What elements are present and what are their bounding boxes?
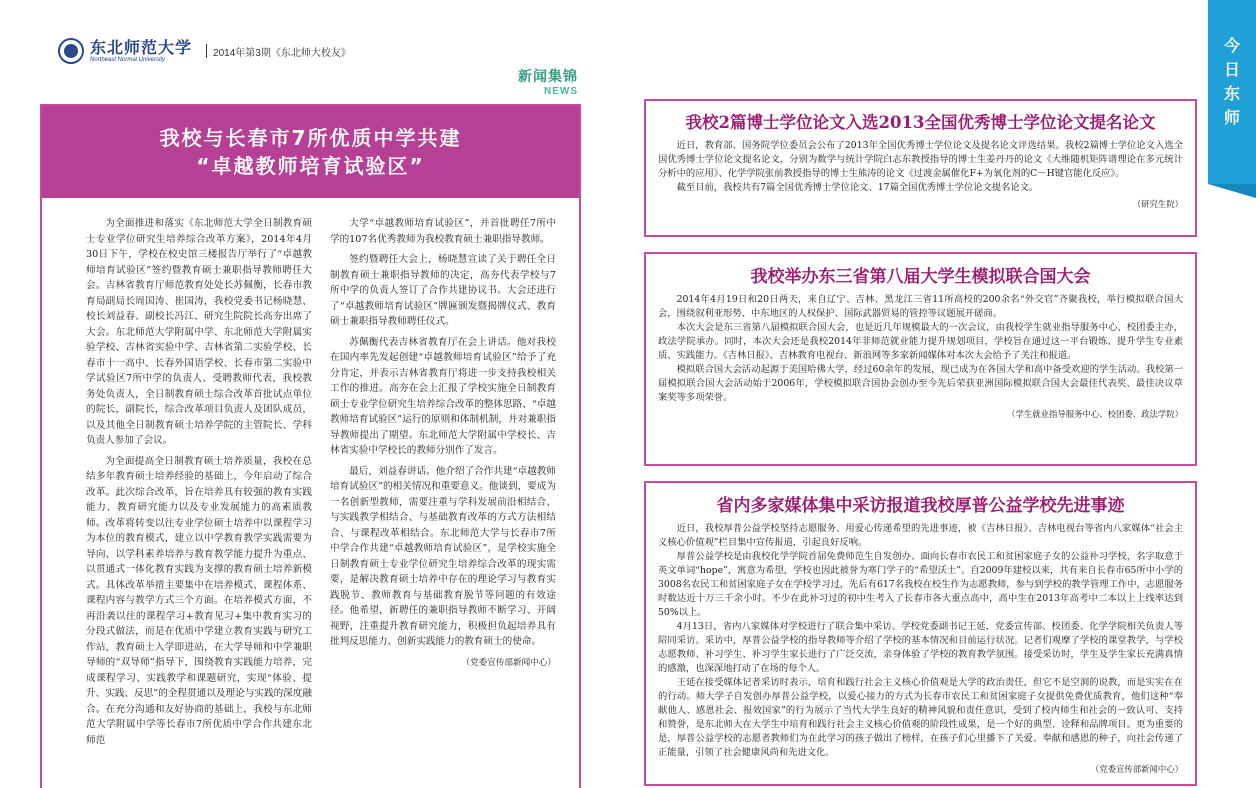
side-tab-char: 师 <box>1223 108 1240 127</box>
side-tab-char: 今 <box>1223 36 1240 55</box>
paragraph: 模拟联合国大会活动起源于美国哈佛大学，经过60余年的发展，现已成为在各国大学和高中备受欢迎的学生活动。我校第一届模拟联合国大会活动始于2006年，学校模拟联合国协会创办至今先后荣获亚洲国际模拟联合国大会最佳代表奖、最佳决议草案奖等多项荣誉。 <box>658 364 1183 403</box>
section-subtitle: NEWS <box>544 86 578 97</box>
university-logo <box>90 39 192 63</box>
paragraph: 最后，刘益春讲话。他介绍了合作共建“卓越教师培育试验区”的相关情况和重要意义。他谈到，要成为一名创新型教师，需要注重与学科发展前沿相结合、与实践教学相结合、与基础教育改革的方式方法相结合、与课程改革相结合。东北师范大学与长春市7所中学合作共建“卓越教师培育试验区”，是学校实施全日制教育硕士专业学位研究生培养综合改革的现实需要，是解决教育硕士培养中存在的理论学习与教育实践脱节、教师教育与基础教育脱节等问题的有效途径。他希望，新聘任的兼职指导教师不断学习、开阔视野，注重提升教育研究能力，积极担负起培养具有批判反思能力、创新实践能力的教育硕士的使命。 <box>330 465 556 647</box>
article-body <box>658 522 1183 776</box>
article-signature: （学生就业指导服务中心、校团委、政法学院） <box>1007 409 1183 419</box>
paragraph: 苏佩衡代表吉林省教育厅在会上讲话。他对我校在国内率先发起创建“卓越教师培育试验区”给予了充分肯定，并表示吉林省教育厅将进一步支持我校相关工作的推进。高夯在会上汇报了学校实施全日制教育硕士专业学位研究生培养综合改革的整体思路、“卓越教师培育试验区”运行的原则和体制机制，并对兼职指导教师提出了期望。东北师范大学附属中学校长、吉林省实验中学校长的教师分别作了发言。 <box>330 336 556 456</box>
paragraph: 大学“卓越教师培育试验区”，并首批聘任7所中学的107名优秀教师为我校教育硕士兼职指导教师。 <box>330 218 556 245</box>
main-article-title-line1: 我校与长春市7所优质中学共建 <box>159 126 462 150</box>
news-article-model-un <box>644 252 1197 466</box>
news-article-thesis <box>644 99 1197 237</box>
paragraph: 近日，教育部、国务院学位委员会公布了2013年全国优秀博士学位论文及提名论文评选结果。我校2篇博士学位论文入选全国优秀博士学位论文提名论文，分别为数学与统计学院白志东教授指导的博士生姜丹丹的论文《大维随机矩阵谱理论在多元统计分析中的应用》、化学学院张前教授指导的博士生熊涛的论文《过渡金属催化F+为氧化剂的C－H键官能化反应》。 <box>658 140 1183 179</box>
section-label <box>492 66 578 97</box>
article-signature: （党委宣传部新闻中心） <box>461 657 556 668</box>
main-article-body <box>42 198 579 753</box>
side-tab <box>1208 0 1256 184</box>
paragraph: 签约暨聘任大会上，杨晓慧宣读了关于聘任全日制教育硕士兼职指导教师的决定，高夯代表学校与7所中学的负责人签订了合作共建协议书。大会还进行了“卓越教师培育试验区”牌匾颁发暨揭牌仪式、教育硕士兼职指导教师聘任仪式。 <box>330 254 556 327</box>
article-body <box>658 139 1183 211</box>
article-title: 我校举办东三省第八届大学生模拟联合国大会 <box>750 267 1091 287</box>
paragraph: 近日，我校厚普公益学校坚持志愿服务、用爱心传递希望的先进事迹，被《吉林日报》、吉林电视台等省内八家媒体“社会主义核心价值观”栏目集中宣传报道，引起良好反响。 <box>658 523 1183 548</box>
logo-chinese: 东北师范大学 <box>90 38 193 57</box>
article-signature: （党委宣传部新闻中心） <box>1090 764 1183 774</box>
paragraph: 厚普公益学校是由我校化学学院首届免费师范生自发创办、面向长春市农民工和贫困家庭子女的公益补习学校，名字取意于英文单词“hope”，寓意为希望，学校也因此被誉为寒门学子的“希望沃土”。自2009年建校以来，共有来自长春市65所中小学的3008名农民工和贫困家庭子女在学校学习过，先后有617名我校在校生作为志愿教师，参与到学校的教学管理工作中，志愿服务时数达近十万三千余小时。不少在此补习过的初中生考入了长春市各大重点高中，高中生在2013年高考中二本以上上线率达到50%以上。 <box>658 551 1183 618</box>
header-divider <box>206 44 207 58</box>
paragraph: 2014年4月19日和20日两天，来自辽宁、吉林、黑龙江三省11所高校的200余名“外交官”齐聚我校，举行模拟联合国大会，围绕叙利亚形势、中东地区的人权保护、国际武器贸易的管控等议题展开磋商。 <box>658 294 1183 319</box>
paragraph: 王延在接受媒体记者采访时表示，培育和践行社会主义核心价值观是大学的政治责任，但它不是空洞的说教，而是实实在在的行动。师大学子自发创办厚普公益学校，以爱心接力的方式为长春市农民工和贫困家庭子女提供免费优质教育，他们这种“奉献他人、感恩社会、报效国家”的行为展示了当代大学生良好的精神风貌和责任意识，受到了校内师生和社会的一致认可、支持和赞誉，是东北师大在大学生中培育和践行社会主义核心价值观的阶段性成果，是一个好的典型、诠释和品牌项目。更为重要的是，厚普公益学校的志愿者教师们为在此学习的孩子做出了榜样，在孩子们心里播下了关爱、奉献和感恩的种子，向社会传递了正能量，引领了社会健康风尚和先进文化。 <box>658 677 1183 758</box>
article-title: 省内多家媒体集中采访报道我校厚普公益学校先进事迹 <box>716 496 1125 516</box>
news-article-hope-school <box>644 481 1197 786</box>
article-body <box>658 293 1183 421</box>
paragraph: 本次大会是东三省第八届模拟联合国大会，也是近几年规模最大的一次会议，由我校学生就业指导服务中心、校团委主办，政法学院承办。同时，本次大会还是我校2014年非师范就业能力提升规划项目，学校旨在通过这一平台锻炼、提升学生专业素质、实践能力。《吉林日报》、吉林教育电视台、新浪网等多家新闻媒体对本次大会给予了关注和报道。 <box>658 322 1183 361</box>
article-title: 我校2篇博士学位论文入选2013全国优秀博士学位论文提名论文 <box>685 113 1156 132</box>
main-article <box>40 104 581 788</box>
paragraph: 4月13日，省内八家媒体对学校进行了联合集中采访。学校党委副书记王延，党委宣传部、校团委、化学学院相关负责人等陪同采访。采访中，厚普公益学校的指导教师等介绍了学校的基本情况和目前运行状况。记者们观摩了学校的课堂教学，与学校志愿教师、补习学生、补习学生家长进行了广泛交流，亲身体验了学校的教育教学氛围。接受采访时，学生及学生家长充满真情的感激，也深深地打动了在场的每个人。 <box>658 621 1183 674</box>
side-tab-char: 日 <box>1223 60 1240 79</box>
side-tab-char: 东 <box>1223 84 1240 103</box>
article-column-2 <box>330 216 556 753</box>
paragraph: 截至目前，我校共有7篇全国优秀博士学位论文、17篇全国优秀博士学位论文提名论文。 <box>676 182 1039 193</box>
university-seal-icon <box>58 38 84 64</box>
page-header <box>58 36 351 66</box>
article-column-1 <box>86 216 312 753</box>
main-article-title-line2: “卓越教师培育试验区” <box>196 154 425 178</box>
section-title: 新闻集锦 <box>518 69 578 85</box>
logo-english: Northeast Normal University <box>90 57 166 63</box>
main-article-banner <box>42 106 579 198</box>
paragraph: 为全面推进和落实《东北师范大学全日制教育硕士专业学位研究生培养综合改革方案》，2014年4月30日下午，学校在校史馆三楼报告厅举行了“卓越教师培育试验区”签约暨教育硕士兼职指导教师聘任大会。吉林省教育厅师范教育处处长苏佩衡，长春市教育局副局长周国涛、崔国涛，我校党委书记杨晓慧、校长刘益春、副校长冯江、研究生院院长高夯出席了大会。东北师范大学附属中学、东北师范大学附属实验学校、吉林省实验中学、吉林省第二实验学校、长春市十一高中、长春外国语学校、长春市第二实验中学试验区7所中学的负责人、受聘教师代表，我校教务处负责人，全日制教育硕士综合改革首批试点单位的院长，副院长，综合改革项目负责人及团队成员，以及其他全日制教育硕士培养学院的主管院长、学科负责人参加了会议。 <box>86 218 312 446</box>
paragraph: 为全面提高全日制教育硕士培养质量，我校在总结多年教育硕士培养经验的基础上，今年启动了综合改革。此次综合改革，旨在培养具有较强的教育实践能力、教育研究能力以及专业发展能力的高素质教师。改革将转变以往专业学位硕士培养中以课程学习为本位的教育模式，建立以中学教育教学实践需要为导向、以学科素养培养与教育教学能力提升为重点、以贯通式一体化教育实践为支撑的教育硕士培养新模式。具体改革举措主要集中在培养模式、课程体系、课程内容与教学方式三个方面。在培养模式方面，不再沿袭以往的课程学习+教育见习+集中教育实习的分段式做法，而是在优质中学建立教育实践与研究工作站，教育硕士入学即进站，在大学导师和中学兼职导师的“双导师”指导下，围绕教育实践能力培养，完成课程学习、实践教学和课题研究，实现“体验、提升、实践、反思”的全程贯通以及理论与实践的深度融合。在充分沟通和友好协商的基础上，我校与东北师范大学附属中学等长春市7所优质中学合作共建东北师范 <box>86 455 312 746</box>
issue-label: 2014年第3期《东北师大校友》 <box>213 47 351 59</box>
article-signature: （研究生院） <box>1132 199 1183 209</box>
